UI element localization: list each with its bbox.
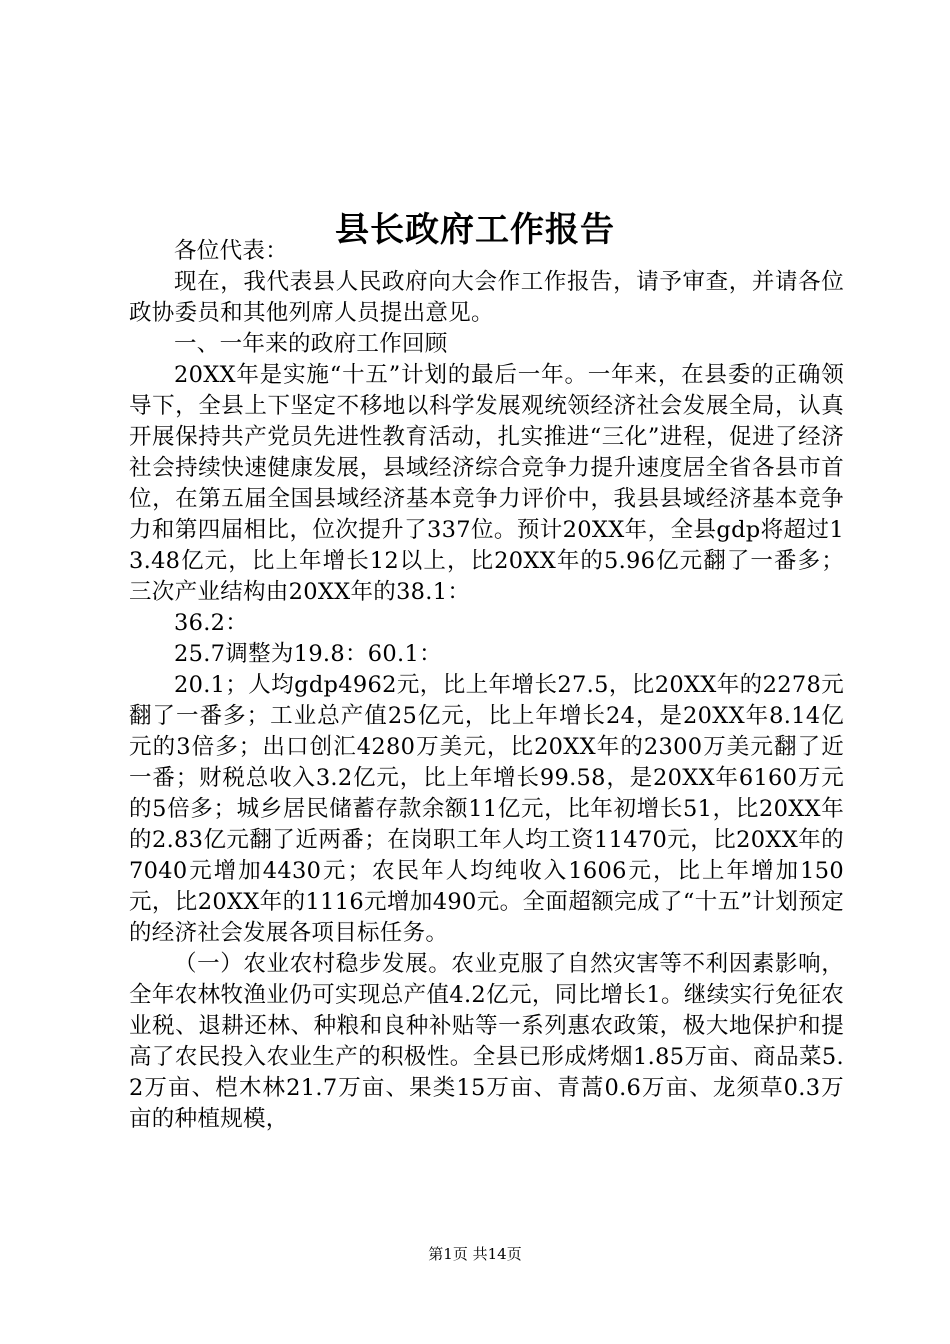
section-heading: 一、一年来的政府工作回顾 xyxy=(174,331,448,357)
document-title: 县长政府工作报告 xyxy=(335,209,615,250)
salutation: 各位代表： xyxy=(174,238,289,264)
paragraph-review: 20XX年是实施“十五”计划的最后一年。一年来，在县委的正确领导下，全县上下坚定不移地以科学发展观统领经济社会发展全局，认真开展保持共产党员先进性教育活动，扎实推进“三化”进程，促进了经济社会持续快速健康发展，县域经济综合竞争力提升速度居全省各县市首位，在第五届全国县域经济基本竞争力评价中，我县县域经济基本竞争力和第四届相比，位次提升了337位。预计20XX年，全县gdp将超过13.48亿元，比上年增长12以上，比20XX年的5.96亿元翻了一番多；三次产业结构由20XX年的38.1： xyxy=(129,362,844,605)
paragraph-agriculture: （一）农业农村稳步发展。农业克服了自然灾害等不利因素影响，全年农林牧渔业仍可实现总产值4.2亿元，同比增长1。继续实行免征农业税、退耕还林、种粮和良种补贴等一系列惠农政策，极大地保护和提高了农民投入农业生产的积极性。全县已形成烤烟1.85万亩、商品菜5.2万亩、桤木林21.7万亩、果类15万亩、青蒿0.6万亩、龙须草0.3万亩的种植规模， xyxy=(129,951,844,1132)
document-body xyxy=(129,236,844,1135)
page-number: 第1页 共14页 xyxy=(428,1245,522,1263)
paragraph-indicators: 20.1；人均gdp4962元，比上年增长27.5，比20XX年的2278元翻了一番多；工业总产值25亿元，比上年增长24，是20XX年8.14亿元的3倍多；出口创汇4280万美元，比20XX年的2300万美元翻了近一番；财税总收入3.2亿元，比上年增长99.58，是20XX年6160万元的5倍多；城乡居民储蓄存款余额11亿元，比年初增长51，比20XX年的2.83亿元翻了近两番；在岗职工年人均工资11470元，比20XX年的7040元增加4430元；农民年人均纯收入1606元，比上年增加150元，比20XX年的1116元增加490元。全面超额完成了“十五”计划预定的经济社会发展各项目标任务。 xyxy=(129,672,844,946)
paragraph-ratio-2: 25.7调整为19.8：60.1： xyxy=(174,641,442,667)
paragraph-ratio-1: 36.2： xyxy=(174,610,249,636)
paragraph-intro: 现在，我代表县人民政府向大会作工作报告，请予审查，并请各位政协委员和其他列席人员提出意见。 xyxy=(129,269,844,326)
